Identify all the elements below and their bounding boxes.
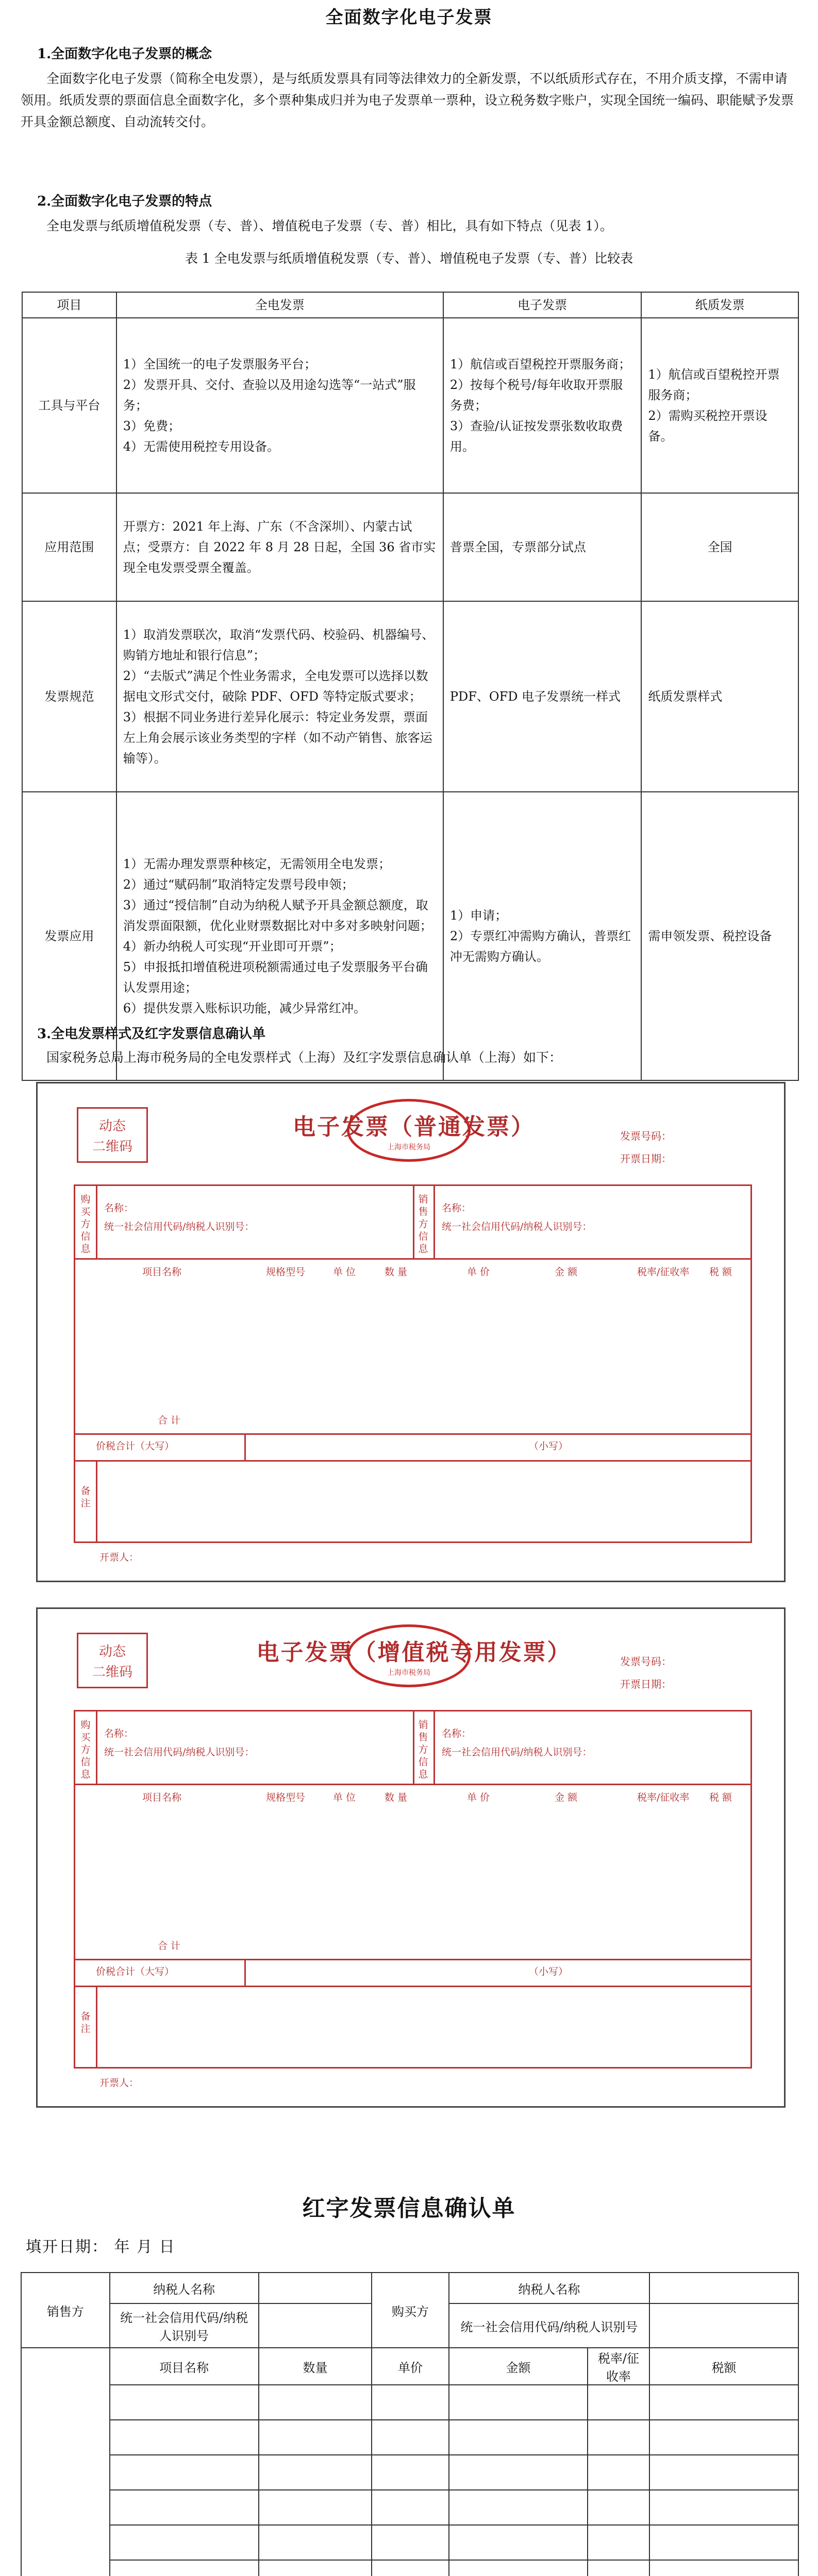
cell-full-electric: 1）全国统一的电子发票服务平台； 2）发票开具、交付、查验以及用途勾选等“一站式”服务； 3）免费； 4）无需使用税控专用设备。 [116, 318, 443, 493]
total-label: 合 计 [158, 1940, 181, 1952]
table-row [21, 2560, 798, 2576]
cell-paper: 纸质发票样式 [641, 601, 798, 792]
col-unit: 单 位 [333, 1266, 356, 1278]
col-spec: 规格型号 [266, 1792, 306, 1803]
buyer-name-value[interactable] [649, 2273, 798, 2303]
seller-credit-label: 统一社会信用代码/纳税人识别号： [442, 1221, 592, 1232]
cell-paper: 1）航信或百望税控开票服务商； 2）需购买税控开票设备。 [641, 318, 798, 493]
section-3-body: 国家税务总局上海市税务局的全电发票样式（上海）及红字发票信息确认单（上海）如下： [46, 1050, 562, 1065]
seal-text: 上海市税务局 [387, 1669, 430, 1677]
comparison-table [22, 292, 799, 1081]
table-row [21, 2525, 798, 2560]
table-row [21, 2385, 798, 2420]
col-item: 项目名称 [142, 1266, 182, 1278]
invoice-title: 电子发票（增值税专用发票） [256, 1639, 572, 1666]
drawer-label: 开票人： [99, 1552, 139, 1563]
col-tax: 税 额 [709, 1266, 732, 1278]
col-amount: 金额 [449, 2348, 588, 2385]
col-item: 项目名称 [142, 1792, 182, 1803]
buyer-credit-label: 统一社会信用代码/纳税人识别号： [104, 1221, 255, 1232]
col-rate: 税率/征收率 [637, 1266, 690, 1278]
table-header-row [22, 292, 798, 318]
tax-total-label: 价税合计（大写） [96, 1966, 175, 1977]
invoice-sample-special [36, 1607, 786, 2108]
section-3-heading: 3.全电发票样式及红字发票信息确认单 [37, 1026, 266, 1042]
remark-label: 备注 [80, 2011, 91, 2035]
buyer-label: 购买方信息 [80, 1194, 91, 1255]
col-unit: 单 位 [333, 1792, 356, 1803]
buyer-name-label: 名称： [104, 1728, 134, 1739]
form-date: 填开日期： 年 月 日 [26, 2238, 176, 2256]
invoice-meta: 发票号码： 开票日期： [620, 1130, 672, 1165]
total-label: 合 计 [158, 1415, 181, 1426]
section-1-heading: 1.全面数字化电子发票的概念 [37, 46, 212, 62]
col-tax-rate: 税率/征收率 [588, 2348, 649, 2385]
cell-paper: 需申领发票、税控设备 [641, 792, 798, 1080]
invoice-frame [74, 1184, 752, 1543]
section-2-heading: 2.全面数字化电子发票的特点 [37, 194, 212, 209]
invoice-title: 电子发票（普通发票） [293, 1114, 535, 1140]
table-row [22, 318, 798, 493]
buyer-name-label: 名称： [104, 1202, 134, 1214]
table-caption: 表 1 全电发票与纸质增值税发票（专、普）、增值税电子发票（专、普）比较表 [185, 251, 633, 266]
cell-full-electric: 1）取消发票联次，取消“发票代码、校验码、机器编号、购销方地址和银行信息”； 2）“去版式”满足个性业务需求，全电发票可以选择以数据电文形式交付，破除 PDF、OFD 等特定版式要求； 3）根据不同业务进行差异化展示：特定业务发票，票面左上角会展示该业务类型的字样（如不动产销售、旅客运输等）。 [116, 601, 443, 792]
table-row [21, 2490, 798, 2525]
col-unit-price: 单价 [372, 2348, 449, 2385]
tax-total-label: 价税合计（大写） [96, 1440, 175, 1452]
col-item-name: 项目名称 [110, 2348, 259, 2385]
row-label: 应用范围 [22, 493, 116, 601]
section-1-body: 全面数字化电子发票（简称全电发票），是与纸质发票具有同等法律效力的全新发票，不以纸质形式存在，不用介质支撑，不需申请领用。纸质发票的票面信息全面数字化，多个票种集成归并为电子发票单一票种，设立税务数字账户，实现全国统一编码、职能赋予发票开具金额总额度、自动流转交付。 [21, 71, 794, 129]
cell-electronic: PDF、OFD 电子发票统一样式 [443, 601, 642, 792]
tax-total-small-label: （小写） [529, 1440, 569, 1452]
seller-name-label: 名称： [442, 1202, 472, 1214]
row-label: 工具与平台 [22, 318, 116, 493]
col-quantity: 数量 [259, 2348, 372, 2385]
header-paper: 纸质发票 [641, 292, 798, 318]
cell-full-electric: 开票方：2021 年上海、广东（不含深圳）、内蒙古试点；受票方：自 2022 年 8 月 28 日起，全国 36 省市实现全电发票受票全覆盖。 [116, 493, 443, 601]
header-full-electric: 全电发票 [116, 292, 443, 318]
col-rate: 税率/征收率 [637, 1792, 690, 1803]
qr-code-box: 动态 二维码 [77, 1633, 148, 1688]
col-tax: 税 额 [709, 1792, 732, 1803]
seller-taxpayer-name: 纳税人名称 [110, 2273, 259, 2303]
buyer-credit-value[interactable] [649, 2303, 798, 2348]
table-row [21, 2420, 798, 2455]
table-row [22, 493, 798, 601]
cell-electronic: 1）航信或百望税控开票服务商； 2）按每个税号/每年收取开票服务费； 3）查验/认证按发票张数收取费用。 [443, 318, 642, 493]
confirmation-form-table [21, 2272, 799, 2576]
cell-electronic: 1）申请； 2）专票红冲需购方确认，普票红冲无需购方确认。 [443, 792, 642, 1080]
col-qty: 数 量 [385, 1266, 408, 1278]
header-item: 项目 [22, 292, 116, 318]
drawer-label: 开票人： [99, 2077, 139, 2089]
row-label: 发票规范 [22, 601, 116, 792]
col-tax-amount: 税额 [649, 2348, 798, 2385]
seller-name-label: 名称： [442, 1728, 472, 1739]
tax-total-small-label: （小写） [529, 1966, 569, 1977]
seal-text: 上海市税务局 [387, 1143, 430, 1151]
seller-credit-label: 统一社会信用代码/纳税人识别号： [442, 1747, 592, 1758]
seller-name-value[interactable] [259, 2273, 372, 2303]
invoice-sample-general [36, 1082, 786, 1582]
col-price: 单 价 [467, 1792, 490, 1803]
remark-label: 备注 [80, 1485, 91, 1509]
col-amount: 金 额 [555, 1266, 578, 1278]
col-price: 单 价 [467, 1266, 490, 1278]
table-row [22, 601, 798, 792]
buyer-label: 购买方 [372, 2273, 449, 2348]
buyer-credit-code: 统一社会信用代码/纳税人识别号 [449, 2303, 649, 2348]
col-qty: 数 量 [385, 1792, 408, 1803]
form-title: 红字发票信息确认单 [302, 2195, 516, 2222]
row-label: 发票应用 [22, 792, 116, 1080]
table-row [21, 2455, 798, 2490]
seller-label: 销售方 [21, 2273, 110, 2348]
side-label [21, 2348, 110, 2576]
buyer-label: 购买方信息 [80, 1719, 91, 1780]
cell-paper: 全国 [641, 493, 798, 601]
qr-code-box: 动态 二维码 [77, 1107, 148, 1163]
cell-electronic: 普票全国，专票部分试点 [443, 493, 642, 601]
buyer-credit-label: 统一社会信用代码/纳税人识别号： [104, 1747, 255, 1758]
seller-label: 销售方信息 [418, 1194, 428, 1255]
col-spec: 规格型号 [266, 1266, 306, 1278]
col-amount: 金 额 [555, 1792, 578, 1803]
seller-credit-value[interactable] [259, 2303, 372, 2348]
invoice-meta: 发票号码： 开票日期： [620, 1655, 672, 1690]
header-electronic: 电子发票 [443, 292, 642, 318]
page-title: 全面数字化电子发票 [325, 7, 493, 28]
seller-label: 销售方信息 [418, 1719, 428, 1780]
invoice-frame [74, 1710, 752, 2069]
section-2-body: 全电发票与纸质增值税发票（专、普）、增值税电子发票（专、普）相比，具有如下特点（见表 1）。 [46, 218, 613, 233]
buyer-taxpayer-name: 纳税人名称 [449, 2273, 649, 2303]
seller-credit-code: 统一社会信用代码/纳税人识别号 [110, 2303, 259, 2348]
cell-full-electric: 1）无需办理发票票种核定，无需领用全电发票； 2）通过“赋码制”取消特定发票号段申领； 3）通过“授信制”自动为纳税人赋予开具金额总额度，取消发票面限额，优化业财票数据比对中多对多映射问题； 4）新办纳税人可实现“开业即可开票”； 5）申报抵扣增值税进项税额需通过电子发票服务平台确认发票用途； 6）提供发票入账标识功能，减少异常红冲。 [116, 792, 443, 1080]
